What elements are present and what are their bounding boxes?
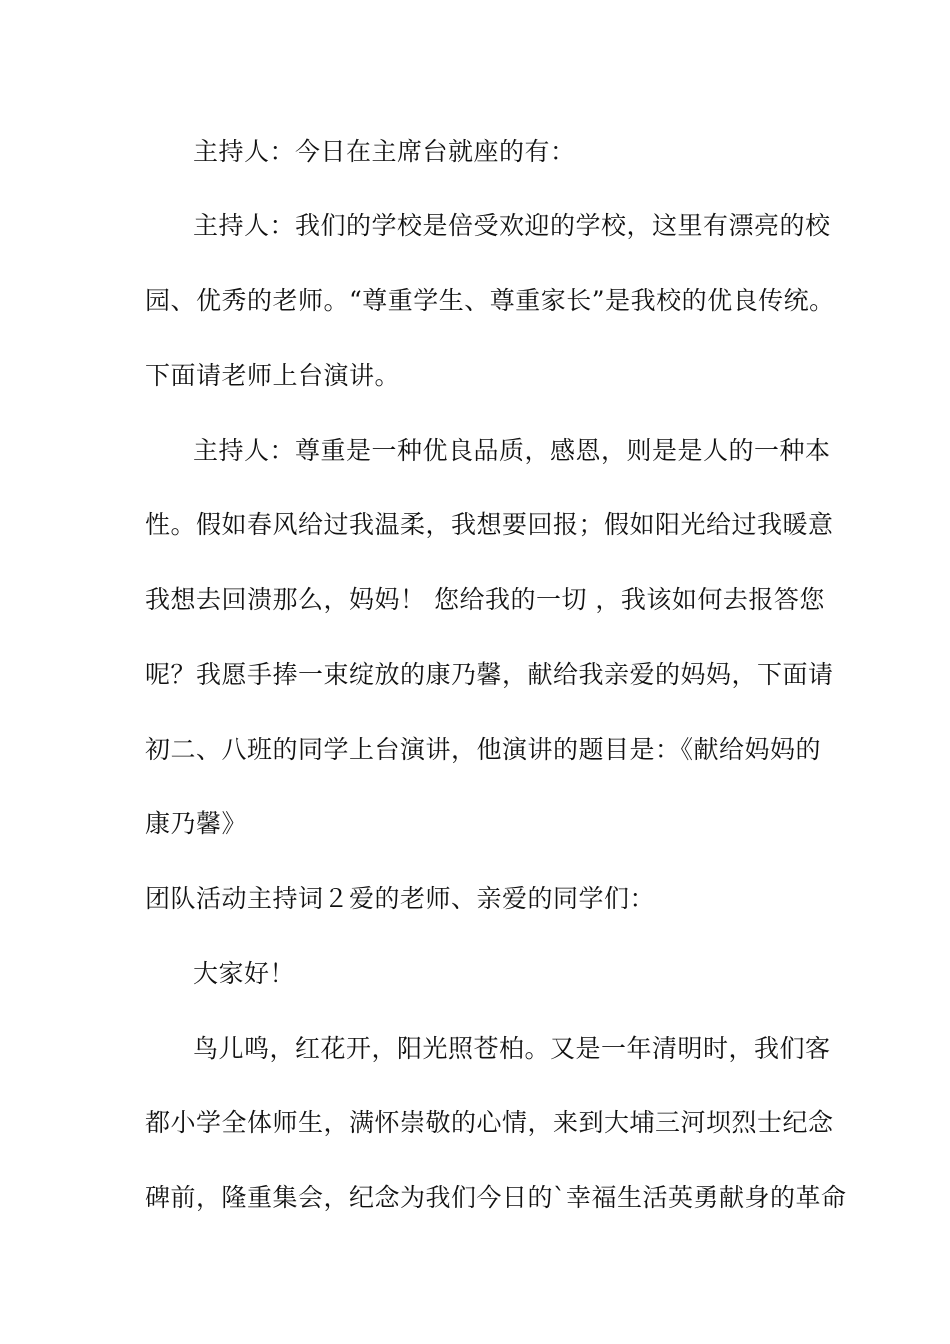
paragraph-line: 主持人：尊重是一种优良品质，感恩，则是是人的一种本	[193, 436, 831, 465]
paragraph-line: 呢？我愿手捧一束绽放的康乃馨，献给我亲爱的妈妈，下面请	[145, 660, 834, 689]
paragraph-line: 大家好！	[193, 959, 296, 988]
paragraph-line: 园、优秀的老师。“尊重学生、尊重家长”是我校的优良传统。	[145, 286, 835, 315]
paragraph-line: 初二、八班的同学上台演讲，他演讲的题目是：《献给妈妈的	[145, 735, 822, 764]
paragraph-line: 性。假如春风给过我温柔，我想要回报；假如阳光给过我暖意	[145, 510, 834, 539]
paragraph-line: 鸟儿鸣，红花开，阳光照苍柏。又是一年清明时，我们客	[193, 1034, 831, 1063]
paragraph-line: 主持人：我们的学校是倍受欢迎的学校，这里有漂亮的校	[193, 211, 831, 240]
paragraph-line: 康乃馨》	[145, 809, 248, 838]
paragraph-line: 碑前，隆重集会，纪念为我们今日的`幸福生活英勇献身的革命	[145, 1183, 847, 1212]
paragraph-line: 都小学全体师生，满怀崇敬的心情，来到大埔三河坝烈士纪念	[145, 1108, 834, 1137]
paragraph-line: 下面请老师上台演讲。	[145, 361, 401, 390]
section-heading-line: 团队活动主持词２爱的老师、亲爱的同学们：	[145, 884, 656, 913]
paragraph-line: 主持人：今日在主席台就座的有：	[193, 137, 576, 166]
paragraph-line: 我想去回溃那么，妈妈！ 您给我的一切 ，我该如何去报答您	[145, 585, 825, 614]
